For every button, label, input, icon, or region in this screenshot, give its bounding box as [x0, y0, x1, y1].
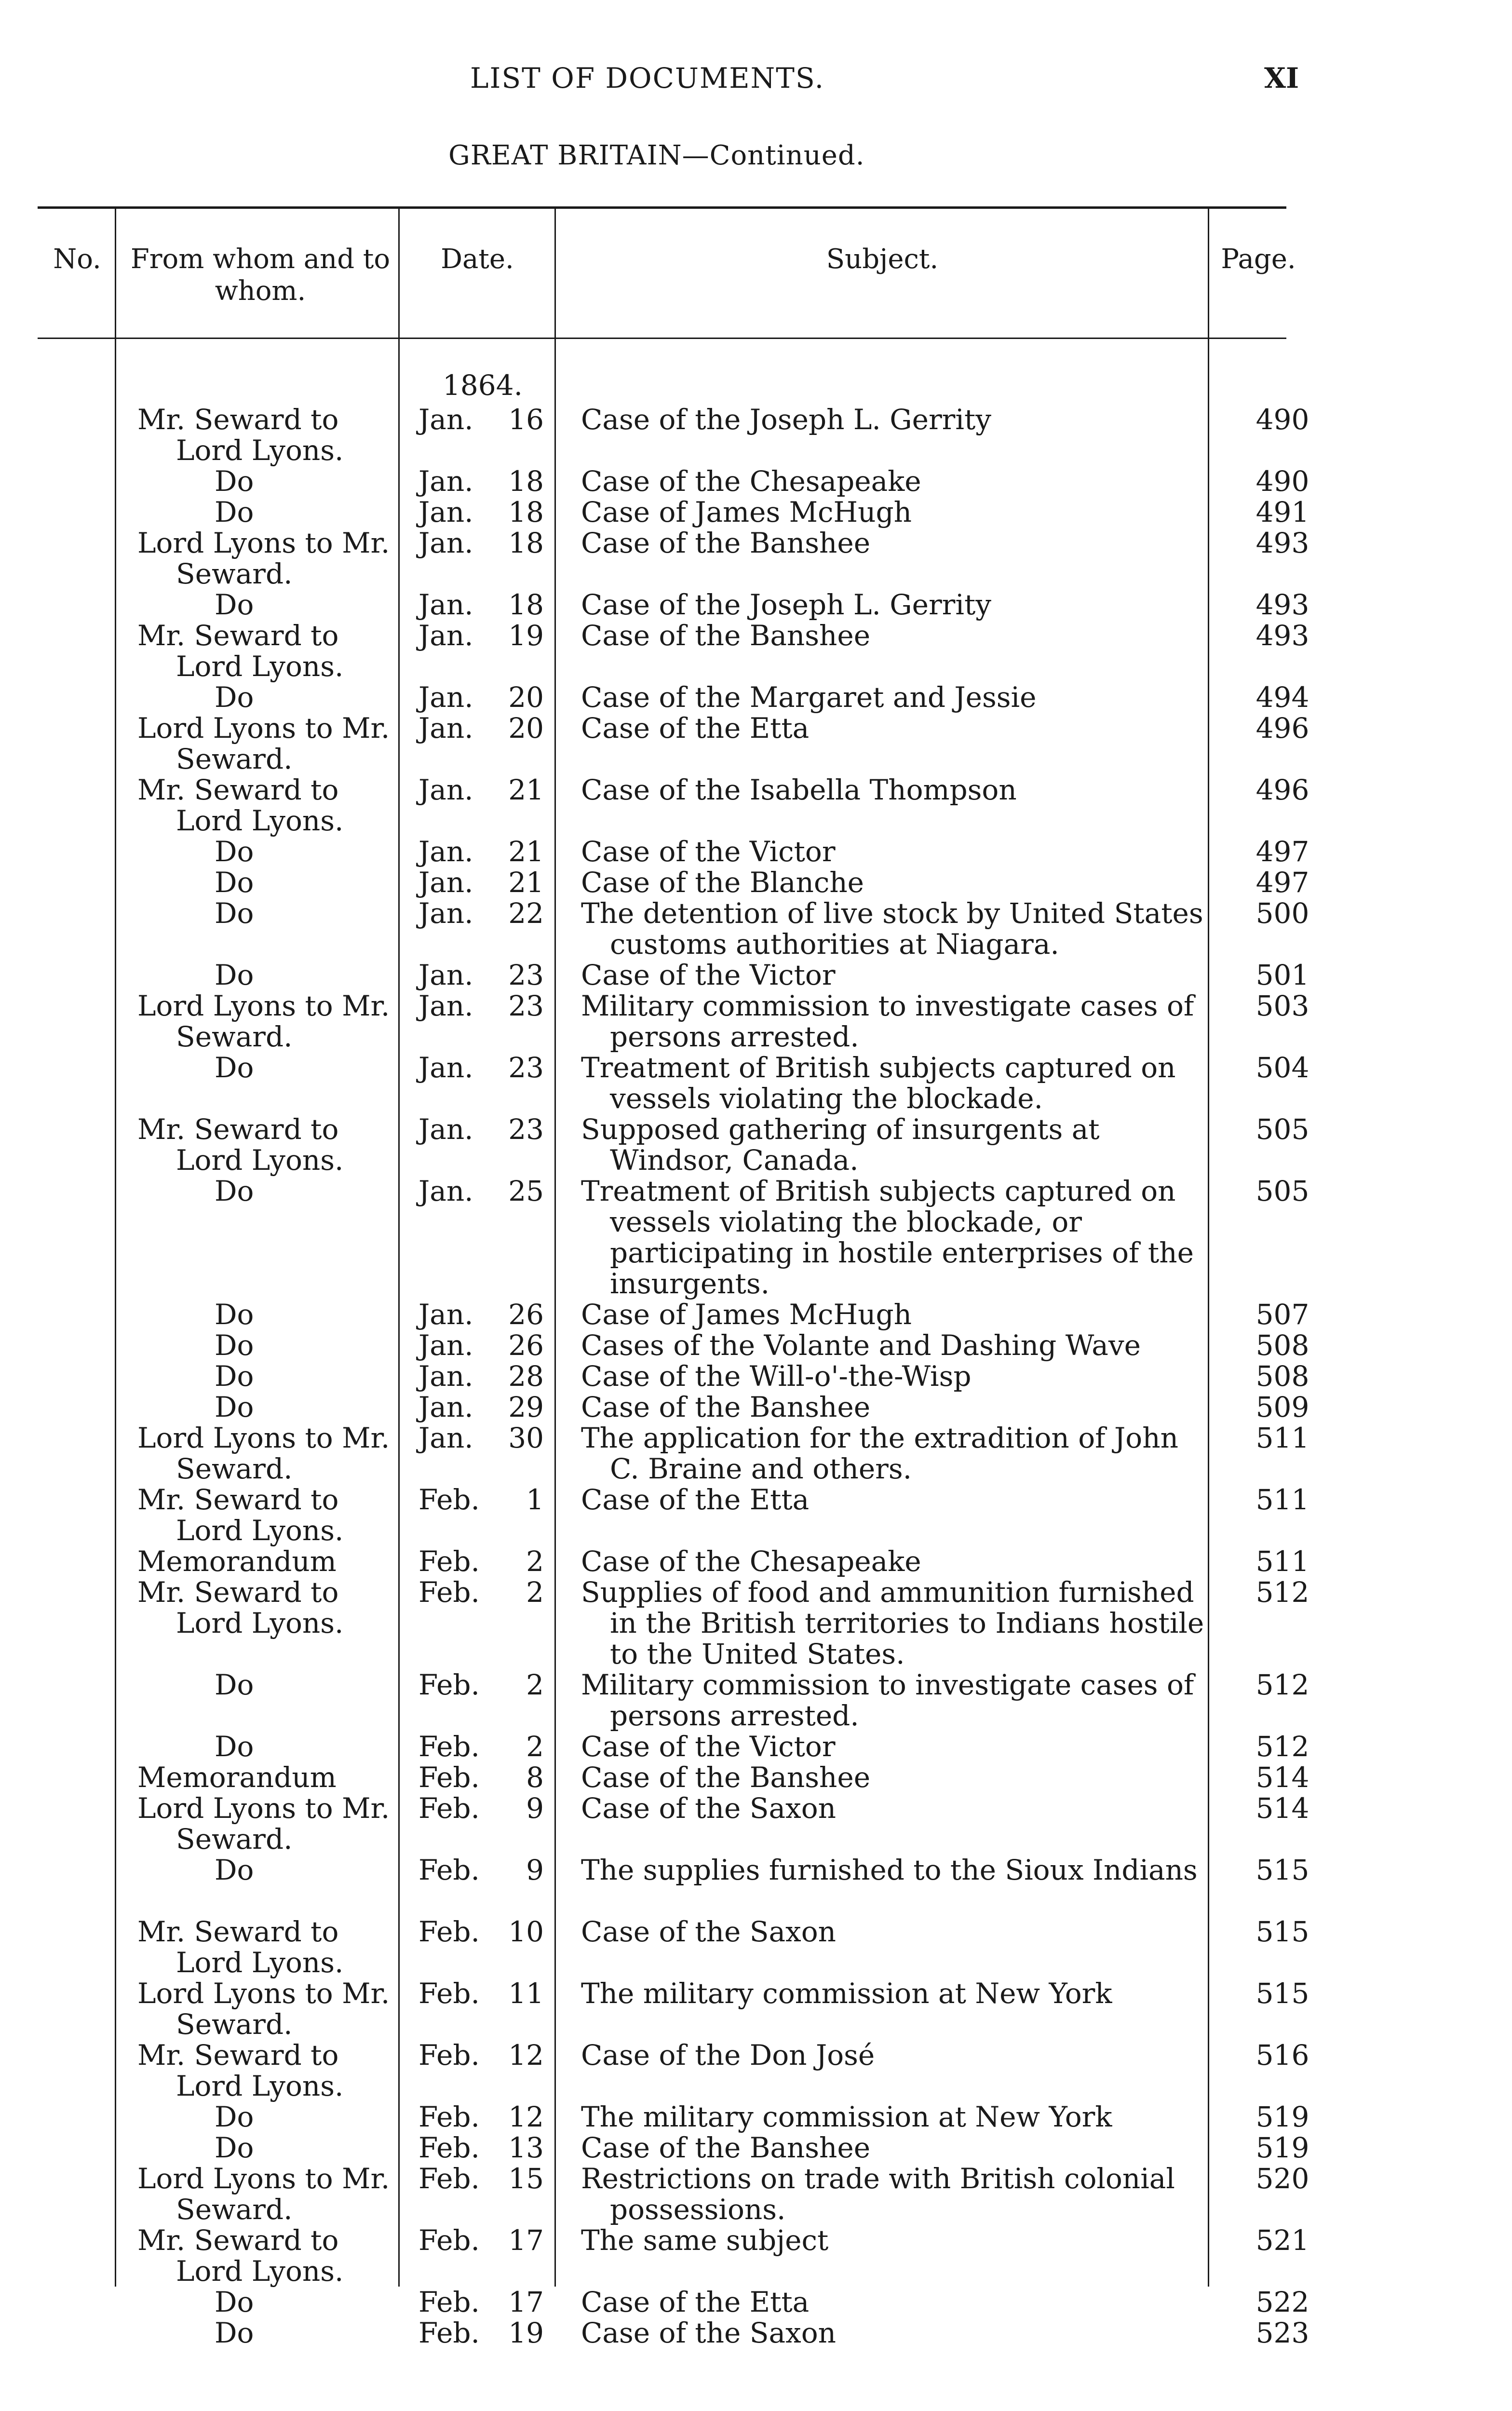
- date-day: 9: [526, 1792, 544, 1825]
- from-text: Do: [215, 897, 254, 930]
- subject-cell: [581, 1114, 1208, 1176]
- from-text: Mr. Seward to Lord Lyons.: [137, 619, 344, 683]
- from-text: Do: [215, 681, 254, 714]
- from-cell: [215, 1176, 400, 1206]
- date-month: Feb.: [418, 1576, 480, 1609]
- from-cell: [215, 2101, 400, 2132]
- subject-cell: [581, 1484, 1208, 1515]
- from-text: Memorandum: [137, 1545, 337, 1578]
- page-cell: 504: [1256, 1051, 1310, 1084]
- from-cell: [215, 1361, 400, 1392]
- subject-text: Case of the Chesapeake: [581, 1545, 921, 1578]
- subject-text: Military commission to investigate cases of persons arrested.: [581, 989, 1194, 1053]
- from-cell: [215, 497, 400, 528]
- date-day: 21: [508, 866, 544, 899]
- from-text: Mr. Seward to Lord Lyons.: [137, 773, 344, 837]
- from-text: Lord Lyons to Mr. Seward.: [137, 1977, 390, 2041]
- page-cell: 514: [1256, 1761, 1310, 1794]
- date-month: Feb.: [418, 1545, 480, 1578]
- page-cell: 519: [1256, 2131, 1310, 2164]
- page-title: LIST OF DOCUMENTS.: [470, 62, 825, 95]
- page-cell: 516: [1256, 2039, 1310, 2072]
- subject-cell: [581, 2317, 1208, 2348]
- page-cell: 511: [1256, 1422, 1310, 1454]
- from-text: Do: [215, 2316, 254, 2349]
- date-month: Feb.: [418, 2100, 480, 2133]
- date-month: Jan.: [418, 1329, 473, 1362]
- subject-cell: [581, 497, 1208, 528]
- from-text: Lord Lyons to Mr. Seward.: [137, 2162, 390, 2226]
- page-number: XI: [1264, 62, 1299, 95]
- subject-text: Supposed gathering of insurgents at Windsor, Canada.: [581, 1113, 1100, 1177]
- from-text: Do: [215, 1175, 254, 1207]
- page-cell: 505: [1256, 1113, 1310, 1146]
- date-month: Jan.: [418, 496, 473, 528]
- date-month: Jan.: [418, 1175, 473, 1207]
- col-header-date: Date.: [441, 244, 514, 275]
- subject-text: The military commission at New York: [581, 2100, 1112, 2133]
- subject-cell: [581, 2163, 1208, 2225]
- date-day: 11: [508, 1977, 544, 2010]
- date-month: Jan.: [418, 959, 473, 991]
- from-text: Do: [215, 2100, 254, 2133]
- date-month: Feb.: [418, 1761, 480, 1794]
- from-text: Mr. Seward to Lord Lyons.: [137, 403, 344, 467]
- date-month: Jan.: [418, 897, 473, 930]
- from-cell: [215, 2132, 400, 2163]
- subject-cell: [581, 867, 1208, 898]
- date-month: Jan.: [418, 1113, 473, 1146]
- date-day: 20: [508, 681, 544, 714]
- subject-text: The supplies furnished to the Sioux Indians: [581, 1854, 1198, 1886]
- year-label: 1864.: [443, 369, 523, 402]
- subject-cell: [581, 1669, 1208, 1731]
- from-text: Do: [215, 1730, 254, 1763]
- date-day: 8: [526, 1761, 544, 1794]
- date-month: Jan.: [418, 712, 473, 745]
- from-text: Lord Lyons to Mr. Seward.: [137, 1792, 390, 1856]
- from-cell: [137, 2163, 400, 2225]
- page-cell: 503: [1256, 989, 1310, 1022]
- from-cell: [215, 2287, 400, 2317]
- from-text: Do: [215, 496, 254, 528]
- date-month: Feb.: [418, 2162, 480, 2195]
- from-cell: [215, 1855, 400, 1885]
- from-cell: [215, 466, 400, 497]
- subject-cell: [581, 1731, 1208, 1762]
- subject-cell: [581, 589, 1208, 620]
- from-text: Lord Lyons to Mr. Seward.: [137, 527, 390, 590]
- from-cell: [215, 836, 400, 867]
- from-cell: [137, 620, 400, 682]
- from-cell: [137, 528, 400, 589]
- from-text: Do: [215, 2131, 254, 2164]
- subject-text: Case of the Banshee: [581, 527, 871, 559]
- page-cell: 494: [1256, 681, 1310, 714]
- date-day: 22: [508, 897, 544, 930]
- from-cell: [137, 1114, 400, 1176]
- subject-text: Case of the Margaret and Jessie: [581, 681, 1037, 714]
- page-cell: 497: [1256, 866, 1310, 899]
- date-day: 2: [526, 1668, 544, 1701]
- page-cell: 523: [1256, 2316, 1310, 2349]
- from-text: Lord Lyons to Mr. Seward.: [137, 989, 390, 1053]
- subject-text: Case of the Victor: [581, 1730, 836, 1763]
- date-day: 25: [508, 1175, 544, 1207]
- subject-cell: [581, 898, 1208, 960]
- page-cell: 520: [1256, 2162, 1310, 2195]
- subject-text: Case of the Isabella Thompson: [581, 773, 1017, 806]
- subject-text: Case of the Don José: [581, 2039, 875, 2072]
- from-text: Do: [215, 835, 254, 868]
- date-month: Feb.: [418, 1977, 480, 2010]
- col-header-page: Page.: [1221, 244, 1296, 275]
- date-day: 29: [508, 1391, 544, 1423]
- subject-cell: [581, 1422, 1208, 1484]
- date-day: 26: [508, 1298, 544, 1331]
- subject-text: Case of the Will-o'-the-Wisp: [581, 1360, 972, 1393]
- page-cell: 493: [1256, 619, 1310, 652]
- date-day: 1: [526, 1483, 544, 1516]
- subject-text: Case of the Etta: [581, 1483, 810, 1516]
- date-day: 17: [508, 2224, 544, 2257]
- from-text: Mr. Seward to Lord Lyons.: [137, 2224, 344, 2288]
- subject-cell: [581, 1176, 1208, 1299]
- subject-cell: [581, 528, 1208, 558]
- from-cell: [137, 2225, 400, 2287]
- from-text: Do: [215, 465, 254, 498]
- page-cell: 511: [1256, 1483, 1310, 1516]
- date-day: 18: [508, 527, 544, 559]
- date-month: Feb.: [418, 1668, 480, 1701]
- date-day: 23: [508, 959, 544, 991]
- date-month: Feb.: [418, 2039, 480, 2072]
- from-text: Mr. Seward to Lord Lyons.: [137, 1576, 344, 1639]
- page-cell: 521: [1256, 2224, 1310, 2257]
- date-day: 2: [526, 1545, 544, 1578]
- from-cell: [215, 1669, 400, 1700]
- date-month: Feb.: [418, 2316, 480, 2349]
- subject-text: The same subject: [581, 2224, 829, 2257]
- date-day: 12: [508, 2100, 544, 2133]
- date-day: 20: [508, 712, 544, 745]
- col-header-from: From whom and to whom.: [130, 244, 391, 307]
- subject-text: Case of the Saxon: [581, 2316, 837, 2349]
- from-cell: [137, 2040, 400, 2101]
- from-cell: [215, 682, 400, 713]
- from-text: Mr. Seward to Lord Lyons.: [137, 2039, 344, 2102]
- date-day: 19: [508, 619, 544, 652]
- from-text: Mr. Seward to Lord Lyons.: [137, 1113, 344, 1177]
- page-cell: 501: [1256, 959, 1310, 991]
- page-cell: 515: [1256, 1977, 1310, 2010]
- subject-text: Case of the Banshee: [581, 1761, 871, 1794]
- page-cell: 515: [1256, 1915, 1310, 1948]
- subject-text: Case of the Etta: [581, 2286, 810, 2318]
- from-text: Do: [215, 2286, 254, 2318]
- subject-text: Case of the Banshee: [581, 1391, 871, 1423]
- subject-cell: [581, 1361, 1208, 1392]
- date-day: 23: [508, 1051, 544, 1084]
- page-cell: 512: [1256, 1668, 1310, 1701]
- page-cell: 505: [1256, 1175, 1310, 1207]
- subject-cell: [581, 990, 1208, 1052]
- from-cell: [137, 404, 400, 466]
- date-day: 18: [508, 496, 544, 528]
- date-month: Jan.: [418, 1051, 473, 1084]
- subject-cell: [581, 620, 1208, 651]
- subject-text: Case of the Joseph L. Gerrity: [581, 403, 992, 436]
- page-cell: 522: [1256, 2286, 1310, 2318]
- subject-cell: [581, 2040, 1208, 2071]
- from-cell: [137, 774, 400, 836]
- from-cell: [215, 867, 400, 898]
- subject-text: Case of the Saxon: [581, 1915, 837, 1948]
- date-month: Jan.: [418, 588, 473, 621]
- date-month: Jan.: [418, 465, 473, 498]
- from-cell: [215, 1731, 400, 1762]
- date-day: 21: [508, 773, 544, 806]
- subject-text: Case of the Blanche: [581, 866, 864, 899]
- from-cell: [137, 1793, 400, 1855]
- date-month: Feb.: [418, 1483, 480, 1516]
- subject-cell: [581, 1546, 1208, 1577]
- from-cell: [215, 1392, 400, 1422]
- subject-text: The application for the extradition of John C. Braine and others.: [581, 1422, 1178, 1485]
- date-month: Jan.: [418, 835, 473, 868]
- subject-text: Case of the Etta: [581, 712, 810, 745]
- subject-cell: [581, 774, 1208, 805]
- subject-cell: [581, 1392, 1208, 1422]
- subject-text: Case of James McHugh: [581, 1298, 912, 1331]
- date-month: Feb.: [418, 2286, 480, 2318]
- date-month: Jan.: [418, 1422, 473, 1454]
- from-text: Do: [215, 866, 254, 899]
- subject-cell: [581, 1577, 1208, 1669]
- date-day: 30: [508, 1422, 544, 1454]
- subject-text: The military commission at New York: [581, 1977, 1112, 2010]
- subject-cell: [581, 2101, 1208, 2132]
- date-month: Feb.: [418, 2224, 480, 2257]
- date-month: Jan.: [418, 773, 473, 806]
- page-cell: 514: [1256, 1792, 1310, 1825]
- date-day: 10: [508, 1915, 544, 1948]
- from-text: Do: [215, 1854, 254, 1886]
- page-cell: 497: [1256, 835, 1310, 868]
- from-text: Do: [215, 1668, 254, 1701]
- date-month: Feb.: [418, 1792, 480, 1825]
- date-day: 16: [508, 403, 544, 436]
- from-cell: [137, 1916, 400, 1978]
- date-month: Jan.: [418, 1391, 473, 1423]
- date-day: 19: [508, 2316, 544, 2349]
- date-day: 18: [508, 465, 544, 498]
- page-cell: 500: [1256, 897, 1310, 930]
- page-cell: 496: [1256, 773, 1310, 806]
- from-text: Do: [215, 1298, 254, 1331]
- date-day: 15: [508, 2162, 544, 2195]
- from-cell: [215, 1330, 400, 1361]
- page-cell: 508: [1256, 1360, 1310, 1393]
- subject-cell: [581, 466, 1208, 497]
- page-cell: 493: [1256, 527, 1310, 559]
- section-title: GREAT BRITAIN—Continued.: [448, 140, 865, 171]
- page-cell: 519: [1256, 2100, 1310, 2133]
- date-month: Jan.: [418, 866, 473, 899]
- page-cell: 512: [1256, 1576, 1310, 1609]
- date-day: 23: [508, 1113, 544, 1146]
- col-header-subject: Subject.: [826, 244, 939, 275]
- date-month: Feb.: [418, 1854, 480, 1886]
- subject-text: The detention of live stock by United States customs authorities at Niagara.: [581, 897, 1203, 961]
- date-month: Jan.: [418, 681, 473, 714]
- subject-text: Case of James McHugh: [581, 496, 912, 528]
- date-day: 18: [508, 588, 544, 621]
- date-day: 12: [508, 2039, 544, 2072]
- from-cell: [215, 960, 400, 990]
- date-day: 2: [526, 1730, 544, 1763]
- from-text: Do: [215, 1360, 254, 1393]
- subject-text: Case of the Joseph L. Gerrity: [581, 588, 992, 621]
- col-header-no: No.: [53, 244, 101, 275]
- from-text: Do: [215, 959, 254, 991]
- date-day: 9: [526, 1854, 544, 1886]
- date-day: 21: [508, 835, 544, 868]
- page-cell: 509: [1256, 1391, 1310, 1423]
- subject-text: Treatment of British subjects captured on vessels violating the blockade, or participating in hostile enterprises of the insurgents.: [581, 1175, 1194, 1300]
- from-text: Do: [215, 1051, 254, 1084]
- date-day: 13: [508, 2131, 544, 2164]
- subject-text: Treatment of British subjects captured on vessels violating the blockade.: [581, 1051, 1176, 1115]
- date-month: Jan.: [418, 1360, 473, 1393]
- subject-cell: [581, 836, 1208, 867]
- subject-text: Case of the Banshee: [581, 2131, 871, 2164]
- from-cell: [137, 990, 400, 1052]
- page-cell: 507: [1256, 1298, 1310, 1331]
- subject-cell: [581, 2132, 1208, 2163]
- subject-cell: [581, 1052, 1208, 1114]
- date-day: 26: [508, 1329, 544, 1362]
- subject-text: Case of the Banshee: [581, 619, 871, 652]
- subject-text: Cases of the Volante and Dashing Wave: [581, 1329, 1141, 1362]
- from-text: Do: [215, 1329, 254, 1362]
- page-cell: 493: [1256, 588, 1310, 621]
- from-cell: [215, 589, 400, 620]
- subject-cell: [581, 1299, 1208, 1330]
- subject-cell: [581, 713, 1208, 744]
- subject-text: Military commission to investigate cases of persons arrested.: [581, 1668, 1194, 1732]
- from-cell: [137, 1484, 400, 1546]
- page-cell: 515: [1256, 1854, 1310, 1886]
- from-cell: [215, 2317, 400, 2348]
- date-month: Feb.: [418, 1730, 480, 1763]
- subject-text: Case of the Victor: [581, 959, 836, 991]
- from-cell: [137, 1577, 400, 1639]
- page-cell: 490: [1256, 403, 1310, 436]
- from-text: Mr. Seward to Lord Lyons.: [137, 1915, 344, 1979]
- from-cell: [137, 1546, 400, 1577]
- subject-cell: [581, 960, 1208, 990]
- date-month: Jan.: [418, 1298, 473, 1331]
- date-day: 17: [508, 2286, 544, 2318]
- subject-text: Supplies of food and ammunition furnished in the British territories to Indians hostile to the United States.: [581, 1576, 1204, 1670]
- date-month: Jan.: [418, 619, 473, 652]
- subject-text: Case of the Saxon: [581, 1792, 837, 1825]
- subject-cell: [581, 1916, 1208, 1947]
- subject-cell: [581, 1855, 1208, 1885]
- subject-cell: [581, 404, 1208, 435]
- from-text: Do: [215, 1391, 254, 1423]
- subject-cell: [581, 1978, 1208, 2009]
- page-cell: 490: [1256, 465, 1310, 498]
- subject-text: Case of the Chesapeake: [581, 465, 921, 498]
- from-cell: [215, 1299, 400, 1330]
- subject-text: Restrictions on trade with British colonial possessions.: [581, 2162, 1175, 2226]
- subject-text: Case of the Victor: [581, 835, 836, 868]
- date-month: Jan.: [418, 403, 473, 436]
- subject-cell: [581, 2287, 1208, 2317]
- subject-cell: [581, 1762, 1208, 1793]
- page-cell: 491: [1256, 496, 1310, 528]
- from-text: Do: [215, 588, 254, 621]
- date-month: Feb.: [418, 2131, 480, 2164]
- date-month: Feb.: [418, 1915, 480, 1948]
- subject-cell: [581, 1793, 1208, 1824]
- subject-cell: [581, 2225, 1208, 2256]
- date-day: 23: [508, 989, 544, 1022]
- page-cell: 508: [1256, 1329, 1310, 1362]
- subject-cell: [581, 682, 1208, 713]
- from-cell: [215, 1052, 400, 1083]
- page-cell: 496: [1256, 712, 1310, 745]
- from-text: Memorandum: [137, 1761, 337, 1794]
- from-text: Lord Lyons to Mr. Seward.: [137, 712, 390, 775]
- from-text: Mr. Seward to Lord Lyons.: [137, 1483, 344, 1547]
- date-day: 28: [508, 1360, 544, 1393]
- from-cell: [137, 1762, 400, 1793]
- page-cell: 512: [1256, 1730, 1310, 1763]
- from-cell: [137, 1978, 400, 2040]
- date-month: Jan.: [418, 989, 473, 1022]
- date-month: Jan.: [418, 527, 473, 559]
- page-cell: 511: [1256, 1545, 1310, 1578]
- from-text: Lord Lyons to Mr. Seward.: [137, 1422, 390, 1485]
- from-cell: [137, 713, 400, 774]
- date-day: 2: [526, 1576, 544, 1609]
- subject-cell: [581, 1330, 1208, 1361]
- from-cell: [215, 898, 400, 929]
- from-cell: [137, 1422, 400, 1484]
